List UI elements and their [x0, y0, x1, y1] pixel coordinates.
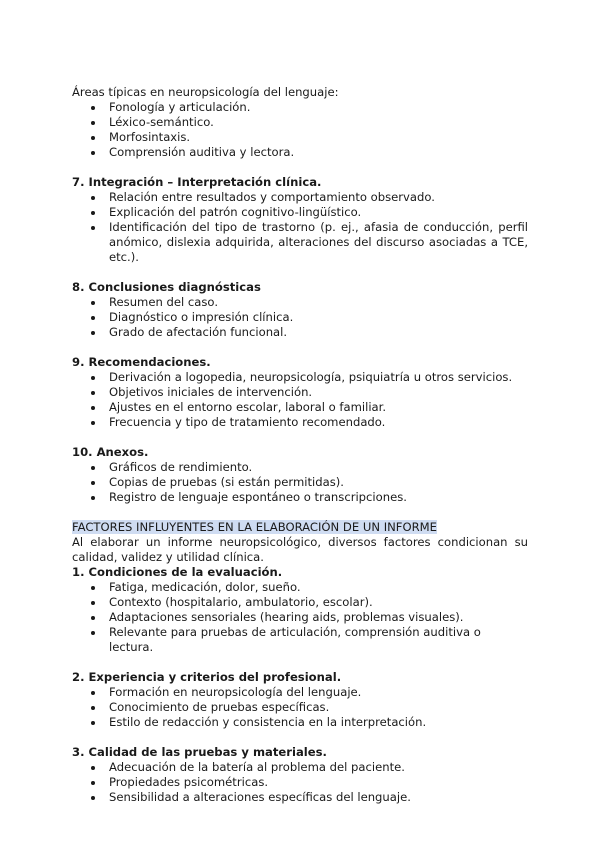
factor-1-title: 1. Condiciones de la evaluación.	[72, 565, 283, 579]
intro-list	[72, 100, 528, 160]
list-item: Objetivos iniciales de intervención.	[72, 385, 528, 400]
list-item: Morfosintaxis.	[72, 130, 528, 145]
list-item: Registro de lenguaje espontáneo o transcripciones.	[72, 490, 528, 505]
list-item: Explicación del patrón cognitivo-lingüístico.	[72, 205, 528, 220]
list-item: Resumen del caso.	[72, 295, 528, 310]
factor-3-title: 3. Calidad de las pruebas y materiales.	[72, 745, 327, 759]
list-item: Adecuación de la batería al problema del paciente.	[72, 760, 528, 775]
list-item: Fonología y articulación.	[72, 100, 528, 115]
list-item: Formación en neuropsicología del lenguaje.	[72, 685, 528, 700]
section-7-title: 7. Integración – Interpretación clínica.	[72, 175, 322, 189]
list-item: Estilo de redacción y consistencia en la interpretación.	[72, 715, 528, 730]
list-item: Sensibilidad a alteraciones específicas del lenguaje.	[72, 790, 528, 805]
factor-2-title: 2. Experiencia y criterios del profesional.	[72, 670, 342, 684]
section-9-title: 9. Recomendaciones.	[72, 355, 211, 369]
section-9-list	[72, 370, 528, 430]
list-item: Adaptaciones sensoriales (hearing aids, problemas visuales).	[72, 610, 528, 625]
list-item: Frecuencia y tipo de tratamiento recomendado.	[72, 415, 528, 430]
list-item: Ajustes en el entorno escolar, laboral o familiar.	[72, 400, 528, 415]
list-item: Copias de pruebas (si están permitidas).	[72, 475, 528, 490]
section-7-list	[72, 190, 528, 265]
factors-heading-line	[72, 520, 528, 535]
factors-intro: Al elaborar un informe neuropsicológico, diversos factores condicionan su calidad, validez y utilidad clínica.	[72, 535, 528, 564]
factor-1-list	[72, 580, 528, 655]
list-item: Gráficos de rendimiento.	[72, 460, 528, 475]
intro-heading: Áreas típicas en neuropsicología del lenguaje:	[72, 85, 339, 99]
list-item: Grado de afectación funcional.	[72, 325, 528, 340]
list-item: Diagnóstico o impresión clínica.	[72, 310, 528, 325]
list-item: Relevante para pruebas de articulación, comprensión auditiva o lectura.	[72, 625, 528, 655]
list-item: Fatiga, medicación, dolor, sueño.	[72, 580, 528, 595]
list-item: Léxico-semántico.	[72, 115, 528, 130]
factor-3-list	[72, 760, 528, 805]
factors-heading: FACTORES INFLUYENTES EN LA ELABORACIÓN DE UN INFORME	[72, 520, 437, 534]
list-item: Identificación del tipo de trastorno (p. ej., afasia de conducción, perfil anómico, dislexia adquirida, alteraciones del discurso asociadas a TCE, etc.).	[72, 220, 528, 265]
section-8-title: 8. Conclusiones diagnósticas	[72, 280, 261, 294]
list-item: Propiedades psicométricas.	[72, 775, 528, 790]
document-content	[72, 85, 528, 805]
list-item: Contexto (hospitalario, ambulatorio, escolar).	[72, 595, 528, 610]
list-item: Comprensión auditiva y lectora.	[72, 145, 528, 160]
list-item: Conocimiento de pruebas específicas.	[72, 700, 528, 715]
list-item: Relación entre resultados y comportamiento observado.	[72, 190, 528, 205]
section-10-list	[72, 460, 528, 505]
list-item: Derivación a logopedia, neuropsicología, psiquiatría u otros servicios.	[72, 370, 528, 385]
section-10-title: 10. Anexos.	[72, 445, 149, 459]
factor-2-list	[72, 685, 528, 730]
section-8-list	[72, 295, 528, 340]
